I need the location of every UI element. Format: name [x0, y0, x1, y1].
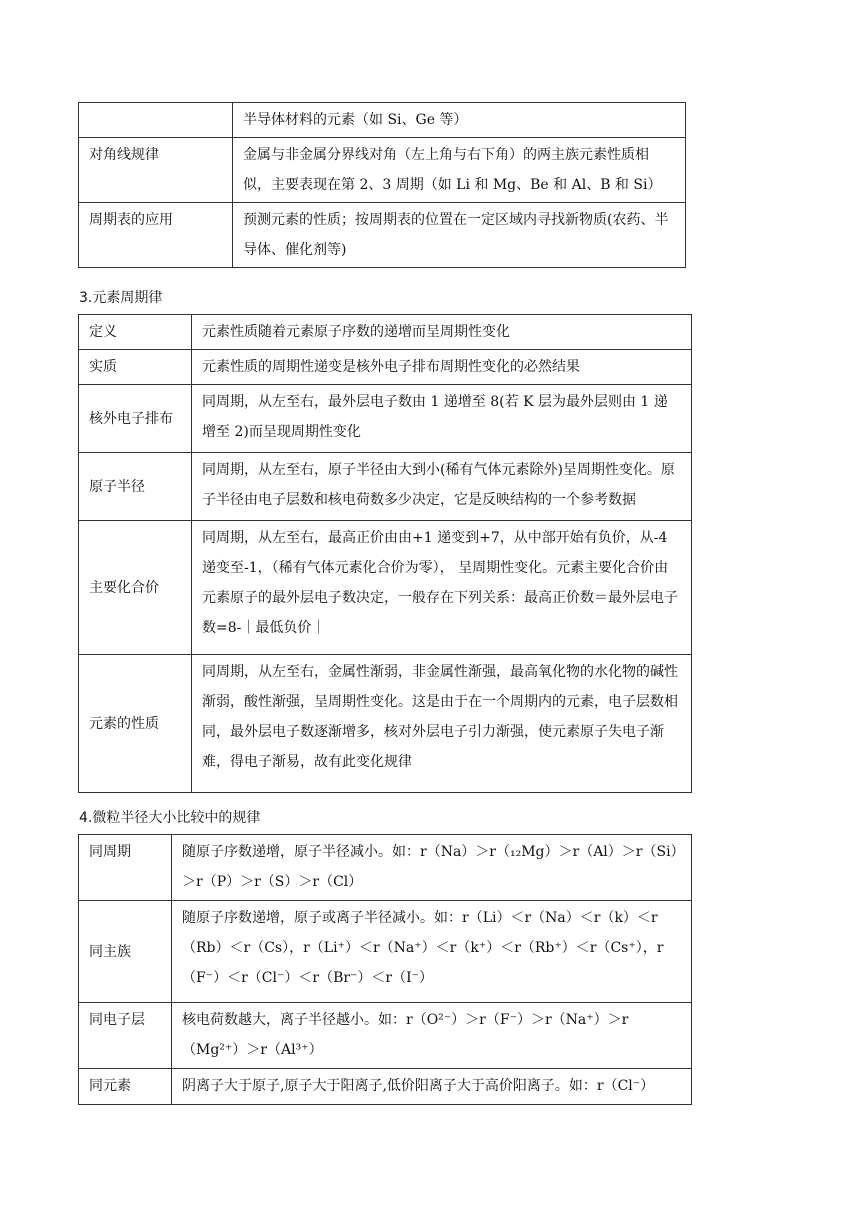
row-content: 阴离子大于原子,原子大于阳离子,低价阳离子大于高价阳离子。如：r（Cl⁻） [172, 1069, 692, 1105]
row-label: 元素的性质 [79, 655, 192, 793]
row-content: 同周期，从左至右，最外层电子数由 1 递增至 8(若 K 层为最外层则由 1 递增至 2)而呈现周期性变化 [192, 385, 692, 453]
row-label: 同周期 [79, 835, 172, 901]
periodic-table-notes-table [78, 102, 686, 268]
table-row [79, 203, 686, 268]
row-label: 实质 [79, 350, 192, 385]
periodic-law-table [78, 314, 692, 793]
table-row [79, 138, 686, 203]
row-content: 同周期，从左至右，最高正价由由+1 递变到+7，从中部开始有负价，从-4 递变至-1，（稀有气体元素化合价为零）， 呈周期性变化。元素主要化合价由元素原子的最外层电子数决定，一般存在下列关系：最高正价数＝最外层电子数=8-｜最低负价｜ [192, 521, 692, 655]
row-content: 同周期，从左至右，原子半径由大到小(稀有气体元素除外)呈周期性变化。原子半径由电子层数和核电荷数多少决定，它是反映结构的一个参考数据 [192, 453, 692, 521]
row-content: 随原子序数递增，原子半径减小。如：r（Na）＞r（₁₂Mg）＞r（Al）＞r（Si）＞r（P）＞r（S）＞r（Cl） [172, 835, 692, 901]
row-content: 元素性质的周期性递变是核外电子排布周期性变化的必然结果 [192, 350, 692, 385]
row-label: 对角线规律 [79, 138, 233, 203]
table-row [79, 453, 692, 521]
table-row [79, 385, 692, 453]
row-label [79, 103, 233, 138]
row-content: 随原子序数递增，原子或离子半径减小。如：r（Li）＜r（Na）＜r（k）＜r（Rb）＜r（Cs），r（Li⁺）＜r（Na⁺）＜r（k⁺）＜r（Rb⁺）＜r（Cs⁺），r（F⁻）＜r（Cl⁻）＜r（Br⁻）＜r（I⁻） [172, 901, 692, 1003]
table-row [79, 901, 692, 1003]
row-label: 同主族 [79, 901, 172, 1003]
table-row [79, 521, 692, 655]
row-content: 同周期，从左至右，金属性渐弱，非金属性渐强，最高氧化物的水化物的碱性渐弱，酸性渐强，呈周期性变化。这是由于在一个周期内的元素，电子层数相同，最外层电子数逐渐增多，核对外层电子引力渐强，使元素原子失电子渐难，得电子渐易，故有此变化规律 [192, 655, 692, 793]
table-row [79, 835, 692, 901]
row-label: 核外电子排布 [79, 385, 192, 453]
table-row [79, 103, 686, 138]
table-row [79, 350, 692, 385]
section-heading: 4.微粒半径大小比较中的规律 [79, 810, 261, 826]
row-content: 半导体材料的元素（如 Si、Ge 等） [233, 103, 686, 138]
row-label: 同电子层 [79, 1003, 172, 1069]
row-label: 周期表的应用 [79, 203, 233, 268]
table-row [79, 315, 692, 350]
table-row [79, 1003, 692, 1069]
particle-radius-table [78, 834, 692, 1105]
row-label: 原子半径 [79, 453, 192, 521]
row-label: 定义 [79, 315, 192, 350]
row-label: 主要化合价 [79, 521, 192, 655]
table-row [79, 1069, 692, 1105]
row-label: 同元素 [79, 1069, 172, 1105]
section-heading: 3.元素周期律 [79, 290, 163, 306]
row-content: 金属与非金属分界线对角（左上角与右下角）的两主族元素性质相似，主要表现在第 2、3 周期（如 Li 和 Mg、Be 和 Al、B 和 Si） [233, 138, 686, 203]
table-row [79, 655, 692, 793]
row-content: 预测元素的性质；按周期表的位置在一定区域内寻找新物质(农药、半导体、催化剂等) [233, 203, 686, 268]
row-content: 核电荷数越大，离子半径越小。如：r（O²⁻）＞r（F⁻）＞r（Na⁺）＞r（Mg²⁺）＞r（Al³⁺） [172, 1003, 692, 1069]
row-content: 元素性质随着元素原子序数的递增而呈周期性变化 [192, 315, 692, 350]
